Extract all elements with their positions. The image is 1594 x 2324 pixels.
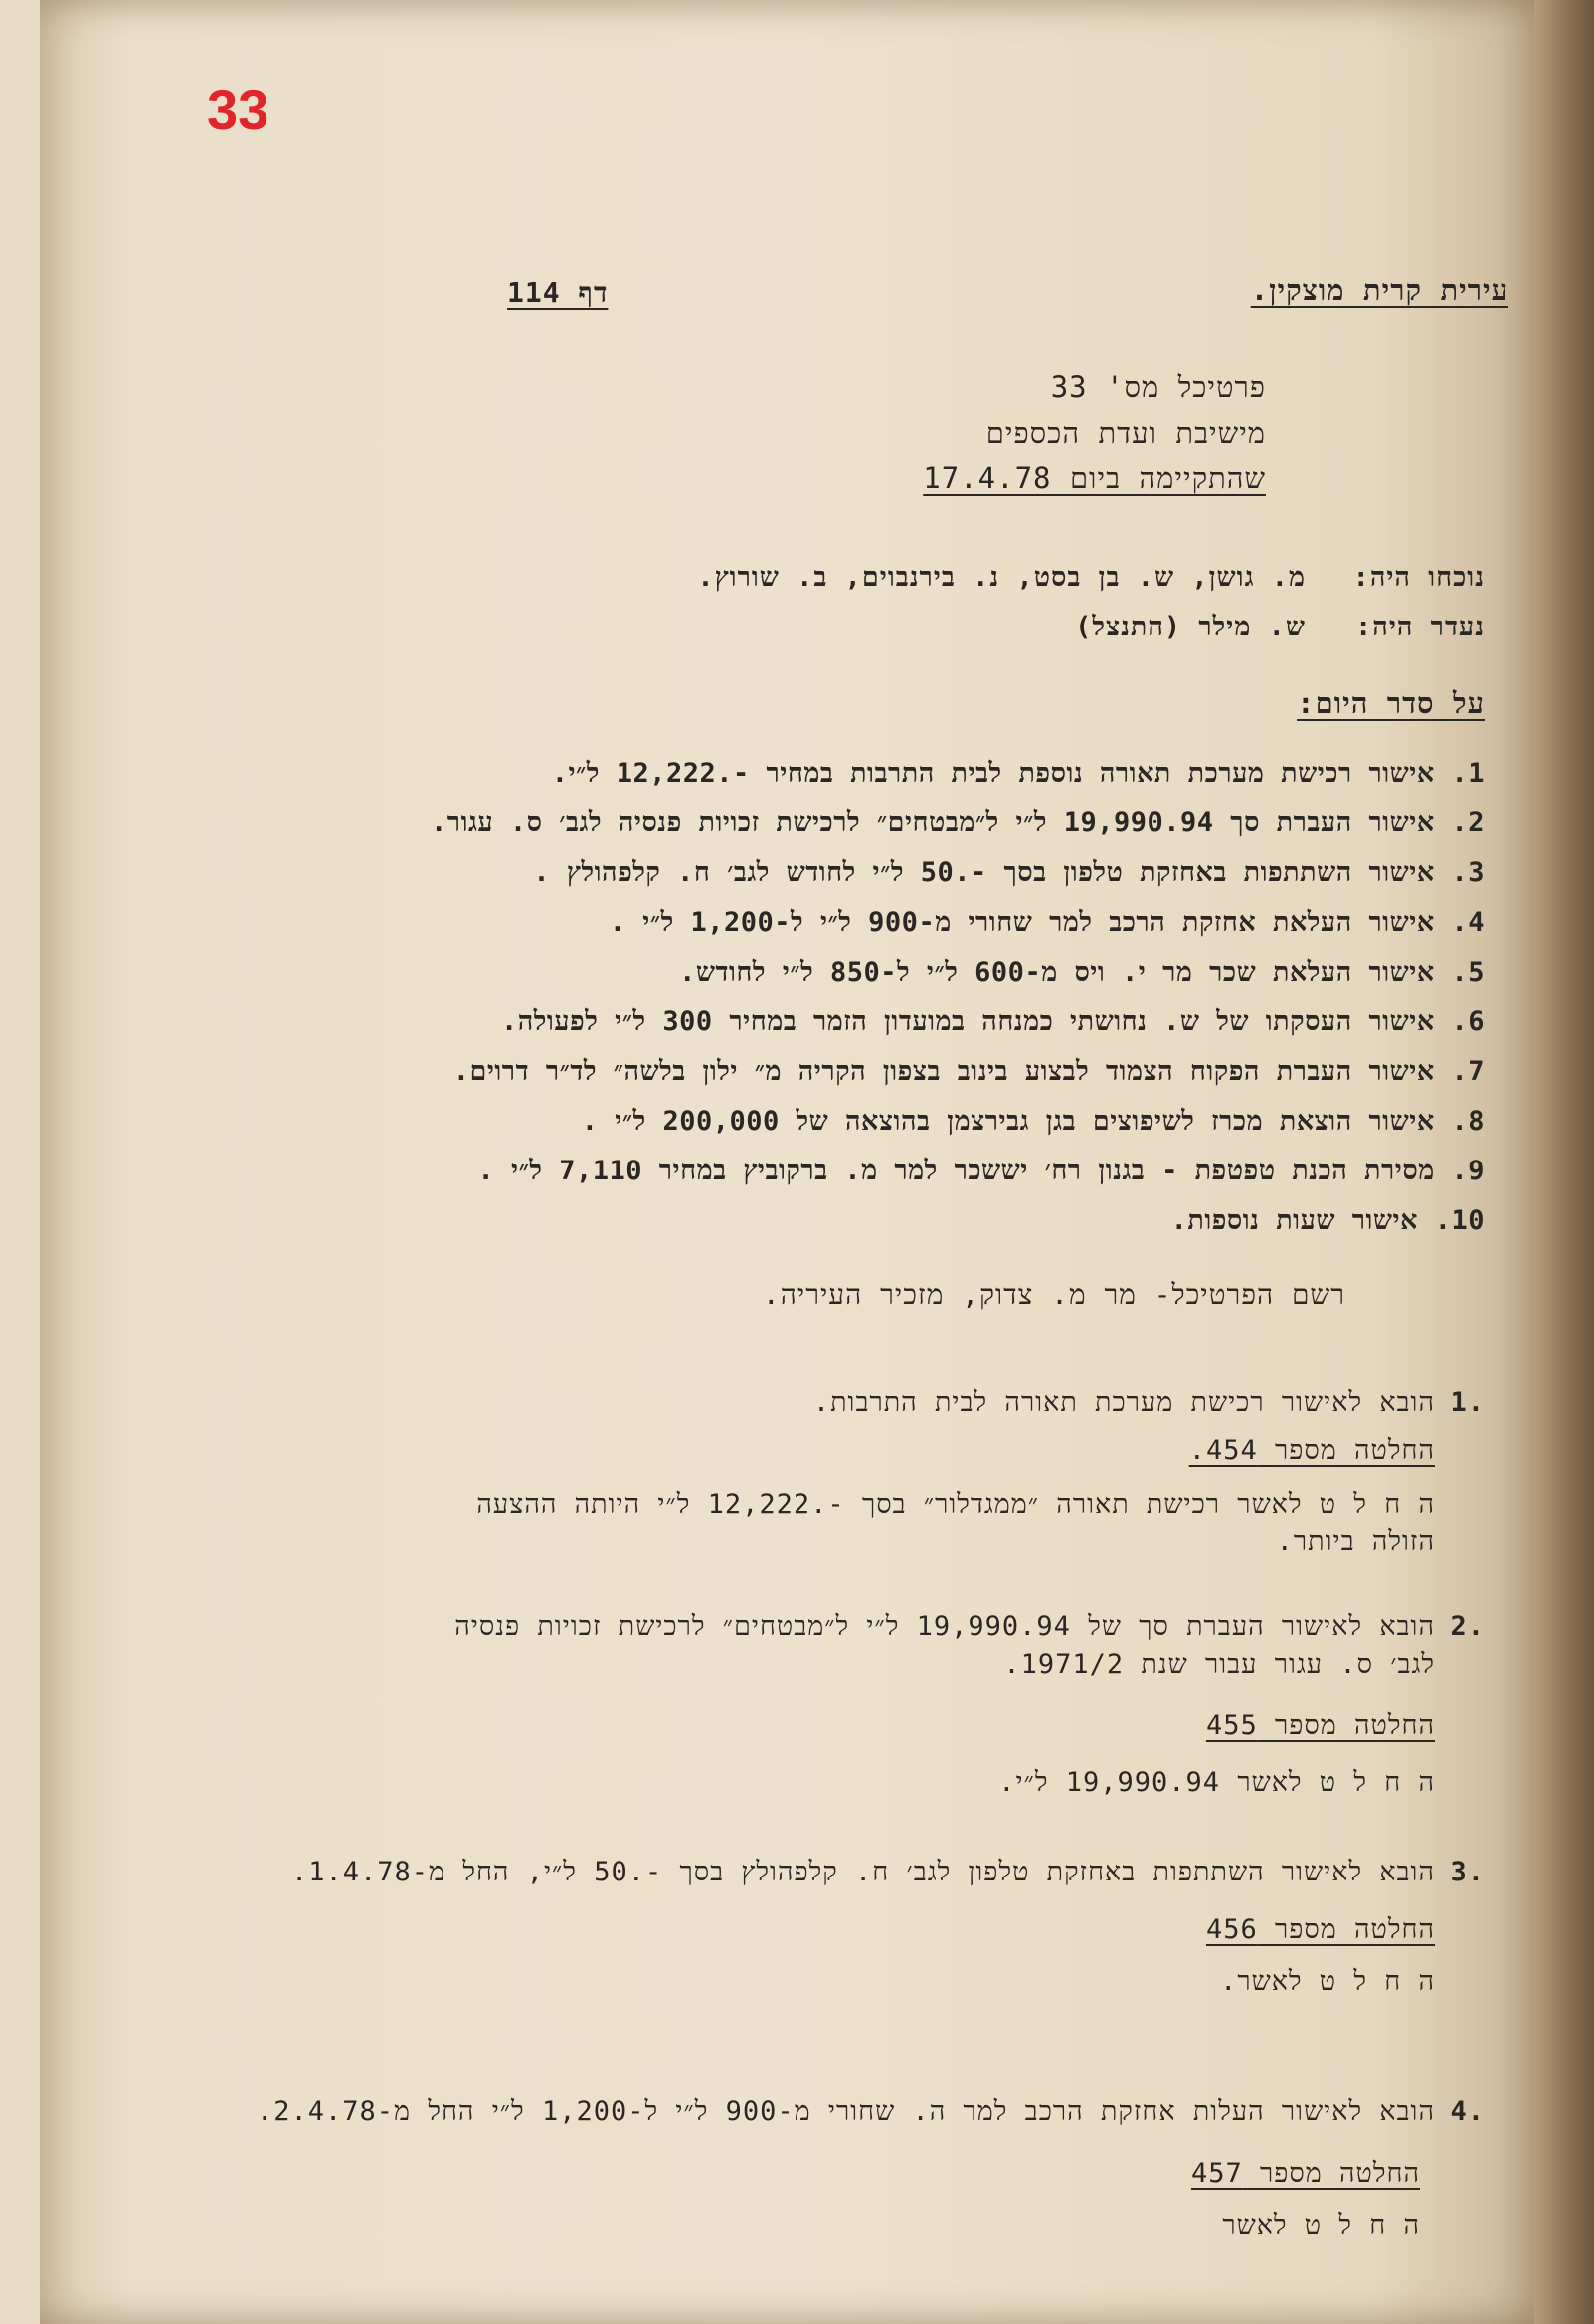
archive-page-number: 33: [207, 79, 269, 141]
agenda-item-text: אישור הוצאת מכרז לשיפוצים בגן גבירצמן בהוצאה של 200,000 ל״י .: [581, 1106, 1435, 1137]
agenda-item: [453, 1056, 1485, 1087]
decision-label: החלטה מספר 457: [1190, 2158, 1420, 2189]
agenda-item-text: אישור העברת הפקוח הצמוד לבצוע בינוב בצפון הקריה מ״ ילון בלשה״ לד״ר דרוים.: [452, 1056, 1435, 1087]
binding-spine: [1534, 0, 1594, 2324]
agenda-item: [582, 1106, 1485, 1137]
resolution-line: ה ח ל ט לאשר.: [1220, 1966, 1435, 1997]
recorder-line: רשם הפרטיכל- מר מ. צדוק, מזכיר העיריה.: [762, 1278, 1345, 1311]
present-names: מ. גושן, ש. בן בסט, נ. בירנבוים, ב. שורוץ.: [697, 562, 1306, 593]
decision-label: החלטה מספר 454.: [1188, 1435, 1435, 1466]
agenda-item-number: 1.: [1451, 758, 1485, 789]
agenda-item: [1171, 1205, 1485, 1236]
agenda-item-text: אישור העסקתו של ש. נחושתי כמנחה במועדון הזמר במחיר 300 ל״י לפעולה.: [500, 1006, 1435, 1037]
meeting-name: מישיבת ועדת הכספים: [985, 416, 1266, 449]
resolution-line: ה ח ל ט לאשר 19,990.94 ל״י.: [998, 1767, 1435, 1798]
decision-label: החלטה מספר 455: [1205, 1710, 1435, 1741]
agenda-item-number: 6.: [1451, 1006, 1485, 1037]
agenda-item: [552, 758, 1485, 789]
agenda-item-number: 10.: [1434, 1205, 1485, 1236]
agenda-item: [431, 807, 1485, 838]
resolution-line: ה ח ל ט לאשר רכישת תאורה ״ממגדלור״ בסך -.12,222 ל״י היותה ההצעה: [476, 1489, 1435, 1520]
resolution-line: ה ח ל ט לאשר: [1222, 2210, 1420, 2240]
absent-label: נעדר היה:: [1355, 612, 1485, 642]
agenda-item-number: 7.: [1451, 1056, 1485, 1087]
agenda-item-number: 4.: [1451, 907, 1485, 938]
decision-label: החלטה מספר 456: [1205, 1914, 1435, 1945]
agenda-item-text: אישור העברת סך 19,990.94 ל״י ל״מבטחים״ לרכישת זכויות פנסיה לגב׳ ס. עגור.: [431, 807, 1435, 838]
agenda-item-number: 8.: [1451, 1106, 1485, 1137]
agenda-heading: על סדר היום:: [1297, 686, 1485, 720]
protocol-number: פרטיכל מס' 33: [1050, 370, 1266, 404]
decision-topic: הובא לאישור השתתפות באחזקת טלפון לגב׳ ח. קלפהולץ בסך -.50 ל״י, החל מ-1.4.78.: [290, 1857, 1435, 1887]
page-reference: דף 114: [507, 276, 609, 309]
agenda-item: [477, 1156, 1485, 1186]
decision-topic: הובא לאישור רכישת מערכת תאורה לבית התרבות.: [812, 1387, 1435, 1418]
agenda-item: [501, 1006, 1485, 1037]
agenda-item-number: 9.: [1451, 1156, 1485, 1186]
decision-number: 2.: [1450, 1611, 1485, 1642]
agenda-item-text: אישור השתתפות באחזקת טלפון בסך -.50 ל״י לחודש לגב׳ ח. קלפהולץ .: [533, 857, 1435, 888]
municipality-name: עירית קרית מוצקין.: [1250, 273, 1508, 307]
absent-names: ש. מילר (התנצל): [1075, 612, 1306, 642]
agenda-item-number: 5.: [1451, 957, 1485, 987]
resolution-line: הזולה ביותר.: [1276, 1526, 1435, 1557]
agenda-item-text: אישור העלאת שכר מר י. ויס מ-600 ל״י ל-850 ל״י לחודש.: [679, 957, 1435, 987]
decision-topic: הובא לאישור העברת סך של 19,990.94 ל״י ל״מבטחים״ לרכישת זכויות פנסיה: [454, 1611, 1435, 1642]
meeting-date: שהתקיימה ביום 17.4.78: [923, 461, 1266, 495]
present-label: נוכחו היה:: [1352, 562, 1485, 593]
agenda-item: [533, 857, 1485, 888]
agenda-item-text: מסירת הכנת טפטפת - בגנון רח׳ יששכר למר מ. ברקוביץ במחיר 7,110 ל״י .: [477, 1156, 1435, 1186]
decision-number: 1.: [1450, 1387, 1485, 1418]
agenda-item: [610, 907, 1485, 938]
decision-topic: לגב׳ ס. עגור עבור שנת 1971/2.: [1003, 1649, 1435, 1680]
agenda-item-text: אישור שעות נוספות.: [1170, 1205, 1418, 1236]
agenda-item-text: אישור העלאת אחזקת הרכב למר שחורי מ-900 ל״י ל-1,200 ל״י .: [609, 907, 1435, 938]
decision-topic: הובא לאישור העלות אחזקת הרכב למר ה. שחורי מ-900 ל״י ל-1,200 ל״י החל מ-2.4.78.: [256, 2096, 1435, 2127]
agenda-item-number: 3.: [1451, 857, 1485, 888]
agenda-item-text: אישור רכישת מערכת תאורה נוספת לבית התרבות במחיר -.12,222 ל״י.: [551, 758, 1435, 789]
agenda-item-number: 2.: [1451, 807, 1485, 838]
decision-number: 3.: [1450, 1857, 1485, 1887]
decision-number: 4.: [1450, 2096, 1485, 2127]
agenda-item: [679, 957, 1485, 987]
